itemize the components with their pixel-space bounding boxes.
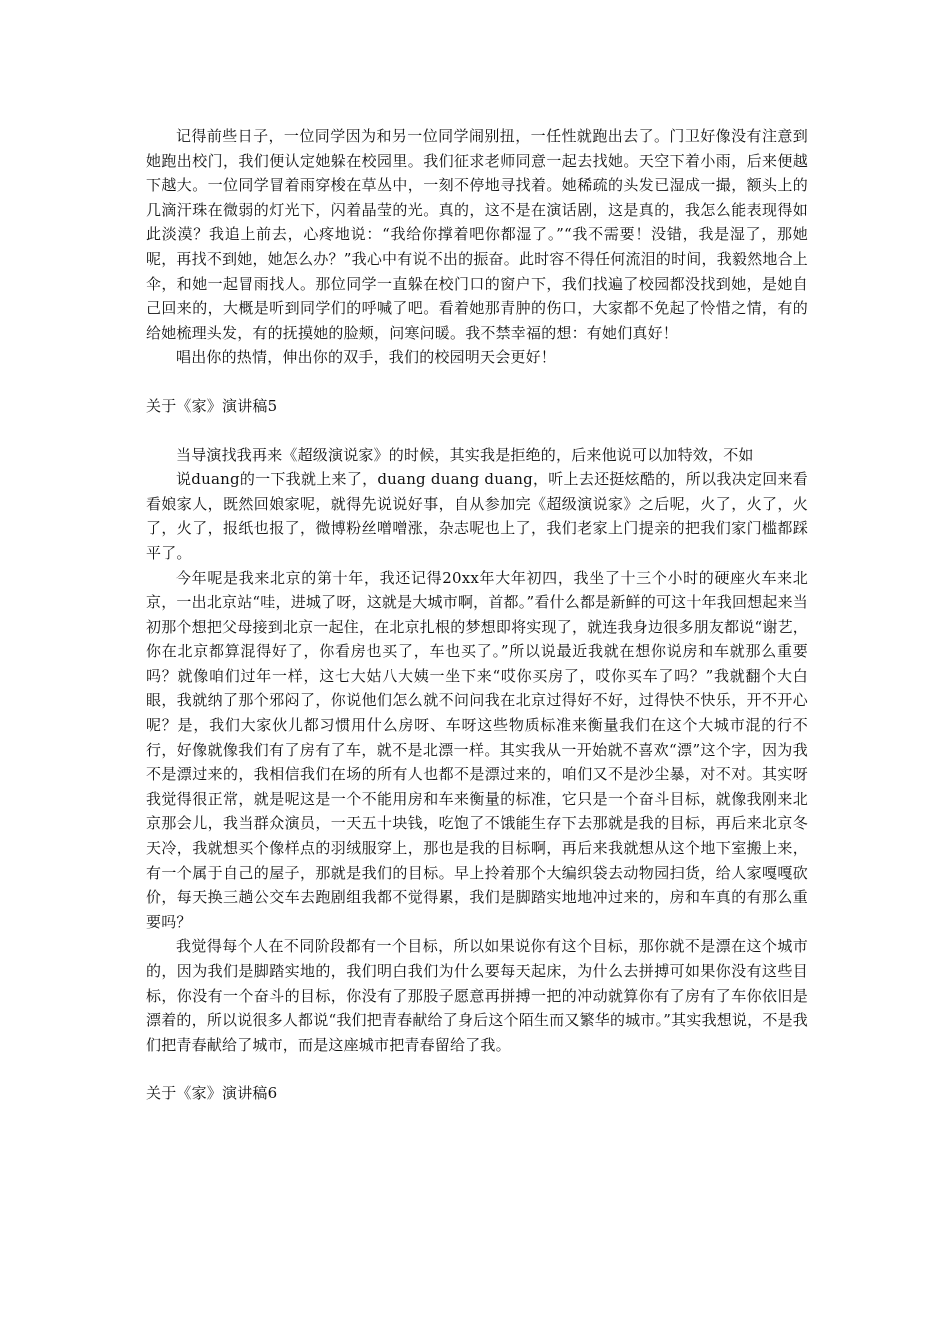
paragraph-duang: 说duang的一下我就上来了，duang duang duang，听上去还挺炫酷的，所以我决定回来看看娘家人，既然回娘家呢，就得先说说好事，自从参加完《超级演说家》之后呢，火了，火了，火了，火了，报纸也报了，微博粉丝噌噌涨，杂志呢也上了，我们老家上门提亲的把我们家门槛都踩平了。	[146, 470, 808, 562]
section-heading-5: 关于《家》演讲稿5	[146, 396, 278, 415]
paragraph-intro: 当导演找我再来《超级演说家》的时候，其实我是拒绝的，后来他说可以加特效，不如	[176, 445, 754, 464]
paragraph-beijing: 今年呢是我来北京的第十年，我还记得20xx年大年初四，我坐了十三个小时的硬座火车来北京，一出北京站“哇，进城了呀，这就是大城市啊，首都。”看什么都是新鲜的可这十年我回想起来当初那个想把父母接到北京一起住，在北京扎根的梦想即将实现了，就连我身边很多朋友都说“谢艺，你在北京都算混得好了，你看房也买了，车也买了。”所以说最近我就在想你说房和车就那么重要吗？就像咱们过年一样，这七大姑八大姨一坐下来“哎你买房了，哎你买车了吗？”我就翻个大白眼，我就纳了那个邪闷了，你说他们怎么就不问问我在北京过得好不好，过得快不快乐，开不开心呢？是，我们大家伙儿都习惯用什么房呀、车呀这些物质标准来衡量我们在这个大城市混的行不行，好像就像我们有了房有了车，就不是北漂一样。其实我从一开始就不喜欢“漂”这个字，因为我不是漂过来的，我相信我们在场的所有人也都不是漂过来的，咱们又不是沙尘暴，对不对。其实呀我觉得很正常，就是呢这是一个不能用房和车来衡量的标准，它只是一个奋斗目标，就像我刚来北京那会儿，我当群众演员，一天五十块钱，吃饱了不饿能生存下去那就是我的目标，再后来北京冬天冷，我就想买个像样点的羽绒服穿上，那也是我的目标啊，再后来我就想从这个地下室搬上来，有一个属于自己的屋子，那就是我们的目标。早上拎着那个大编织袋去动物园扫货，给人家嘎嘎砍价，每天换三趟公交车去跑剧组我都不觉得累，我们是脚踏实地地冲过来的，房和车真的有那么重要吗？	[146, 568, 808, 931]
paragraph-goals: 我觉得每个人在不同阶段都有一个目标，所以如果说你有这个目标，那你就不是漂在这个城市的，因为我们是脚踏实地的，我们明白我们为什么要每天起床，为什么去拼搏可如果你没有这些目标，你没有一个奋斗的目标，你没有了那股子愿意再拼搏一把的冲动就算你有了房有了车你依旧是漂着的，所以说很多人都说“我们把青春献给了身后这个陌生而又繁华的城市。”其实我想说，不是我们把青春献给了城市，而是这座城市把青春留给了我。	[146, 937, 808, 1054]
paragraph-closing: 唱出你的热情，伸出你的双手，我们的校园明天会更好！	[176, 348, 557, 367]
document-page	[146, 124, 808, 1106]
paragraph-story: 记得前些日子，一位同学因为和另一位同学闹别扭，一任性就跑出去了。门卫好像没有注意到她跑出校门，我们便认定她躲在校园里。我们征求老师同意一起去找她。天空下着小雨，后来便越下越大。一位同学冒着雨穿梭在草丛中，一刻不停地寻找着。她稀疏的头发已湿成一撮，额头上的几滴汗珠在微弱的灯光下，闪着晶莹的光。真的，这不是在演话剧，这是真的，我怎么能表现得如此淡漠？我追上前去，心疼地说：“我给你撑着吧你都湿了。”“我不需要！没错，我是湿了，那她呢，再找不到她，她怎么办？”我心中有说不出的振奋。此时容不得任何流泪的时间，我毅然地合上伞，和她一起冒雨找人。那位同学一直躲在校门口的窗户下，我们找遍了校园都没找到她，是她自己回来的，大概是听到同学们的呼喊了吧。看着她那青肿的伤口，大家都不免起了怜惜之情，有的给她梳理头发，有的抚摸她的脸颊，问寒问暖。我不禁幸福的想：有她们真好！	[146, 127, 808, 342]
section-heading-6: 关于《家》演讲稿6	[146, 1084, 278, 1103]
